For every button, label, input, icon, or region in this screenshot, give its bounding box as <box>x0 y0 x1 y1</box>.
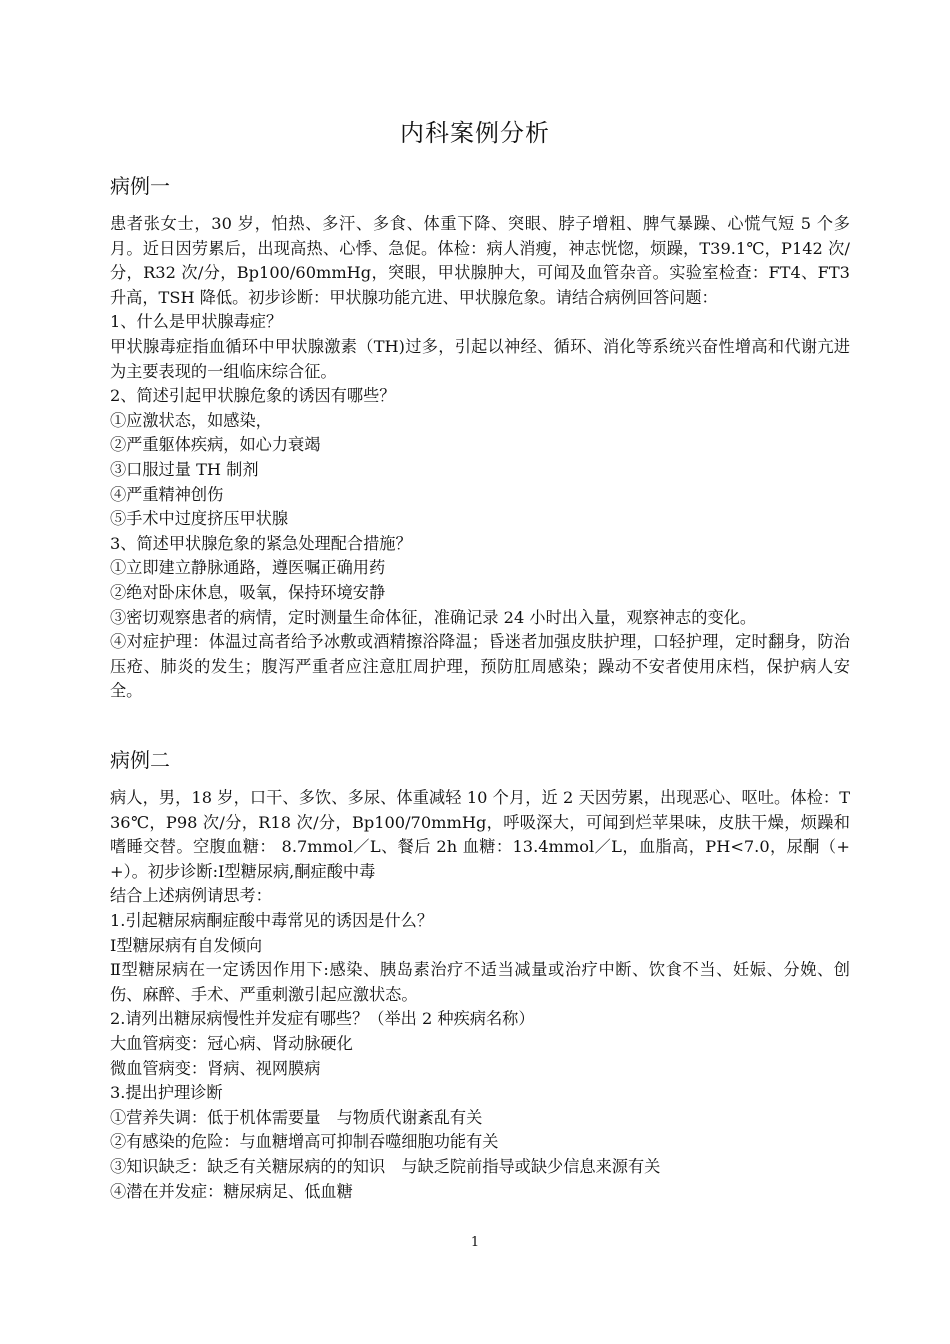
case1-answer-2-item: ①应激状态，如感染， <box>110 410 272 430</box>
page-number: 1 <box>470 1235 480 1250</box>
case1-question-1: 1、什么是甲状腺毒症？ <box>110 312 283 332</box>
case2-answer-2-item: 大血管病变：冠心病、肾动脉硬化 <box>110 1033 353 1053</box>
case1-answer-3-item: ③密切观察患者的病情，定时测量生命体征，准确记录 24 小时出入量，观察神志的变化。 <box>110 607 757 627</box>
case2-answer-1-type2: Ⅱ型糖尿病在一定诱因作用下:感染、胰岛素治疗不适当减量或治疗中断、饮食不当、妊娠、分娩、创伤、麻醉、手术、严重刺激引起应激状态。 <box>110 960 850 1004</box>
case1-answer-2-item: ②严重躯体疾病，如心力衰竭 <box>110 435 321 455</box>
case2-question-3: 3.提出护理诊断 <box>110 1083 223 1103</box>
case1-answer-2-item: ④严重精神创伤 <box>110 484 224 504</box>
case2-intro: 病人，男，18 岁，口干、多饮、多尿、体重减轻 10 个月，近 2 天因劳累，出现恶心、呕吐。体检：T36℃，P98 次/分，R18 次/分，Bp100/70mmHg，呼吸深大，可闻到烂苹果味，皮肤干燥，烦躁和嗜睡交替。空腹血糖： 8.7mmol／L、餐后 2h 血糖：13.4mmol／L，血脂高，PH<7.0，尿酮（++）。初步诊断:Ⅰ型糖尿病,酮症酸中毒 <box>110 788 850 881</box>
case2-answer-1-type1: Ⅰ型糖尿病有自发倾向 <box>110 935 263 955</box>
case1-heading: 病例一 <box>110 174 170 198</box>
case1-answer-2-item: ⑤手术中过度挤压甲状腺 <box>110 509 289 529</box>
case2-answer-3-item: ①营养失调：低于机体需要量 与物质代谢紊乱有关 <box>110 1107 483 1127</box>
case2-question-2: 2.请列出糖尿病慢性并发症有哪些？（举出 2 种疾病名称） <box>110 1009 535 1029</box>
case2-answer-3-item: ②有感染的危险：与血糖增高可抑制吞噬细胞功能有关 <box>110 1132 499 1152</box>
case2-heading: 病例二 <box>110 748 170 772</box>
case2-question-1: 1.引起糖尿病酮症酸中毒常见的诱因是什么？ <box>110 910 434 930</box>
case2-answer-3-item: ④潜在并发症：糖尿病足、低血糖 <box>110 1181 353 1201</box>
case2-section <box>110 786 850 1204</box>
case1-answer-3-item-4: ④对症护理：体温过高者给予冰敷或酒精擦浴降温；昏迷者加强皮肤护理，口轻护理，定时翻身，防治压疮、肺炎的发生；腹泻严重者应注意肛周护理，预防肛周感染；躁动不安者使用床档，保护病人安全。 <box>110 632 850 701</box>
case2-answer-2-item: 微血管病变：肾病、视网膜病 <box>110 1058 321 1078</box>
case2-prompt: 结合上述病例请思考： <box>110 886 272 906</box>
document-title: 内科案例分析 <box>400 119 550 147</box>
case1-answer-1: 甲状腺毒症指血循环中甲状腺激素（TH)过多，引起以神经、循环、消化等系统兴奋性增高和代谢亢进为主要表现的一组临床综合征。 <box>110 336 850 381</box>
case1-answer-3-item: ②绝对卧床休息，吸氧，保持环境安静 <box>110 582 386 602</box>
case2-answer-3-item: ③知识缺乏：缺乏有关糖尿病的的知识 与缺乏院前指导或缺少信息来源有关 <box>110 1156 661 1176</box>
case1-answer-2-item: ③口服过量 TH 制剂 <box>110 459 259 479</box>
case1-question-2: 2、简述引起甲状腺危象的诱因有哪些？ <box>110 386 396 406</box>
case1-answer-3-item: ①立即建立静脉通路，遵医嘱正确用药 <box>110 558 386 578</box>
case1-question-3: 3、简述甲状腺危象的紧急处理配合措施？ <box>110 533 412 553</box>
case1-intro: 患者张女士，30 岁，怕热、多汗、多食、体重下降、突眼、脖子增粗、脾气暴躁、心慌气短 5 个多月。近日因劳累后，出现高热、心悸、急促。体检：病人消瘦，神志恍惚，烦躁，T39.1℃，P142 次/分，R32 次/分，Bp100/60mmHg，突眼，甲状腺肿大，可闻及血管杂音。实验室检查：FT4、FT3 升高，TSH 降低。初步诊断：甲状腺功能亢进、甲状腺危象。请结合病例回答问题： <box>110 214 850 307</box>
case1-section <box>110 212 850 704</box>
